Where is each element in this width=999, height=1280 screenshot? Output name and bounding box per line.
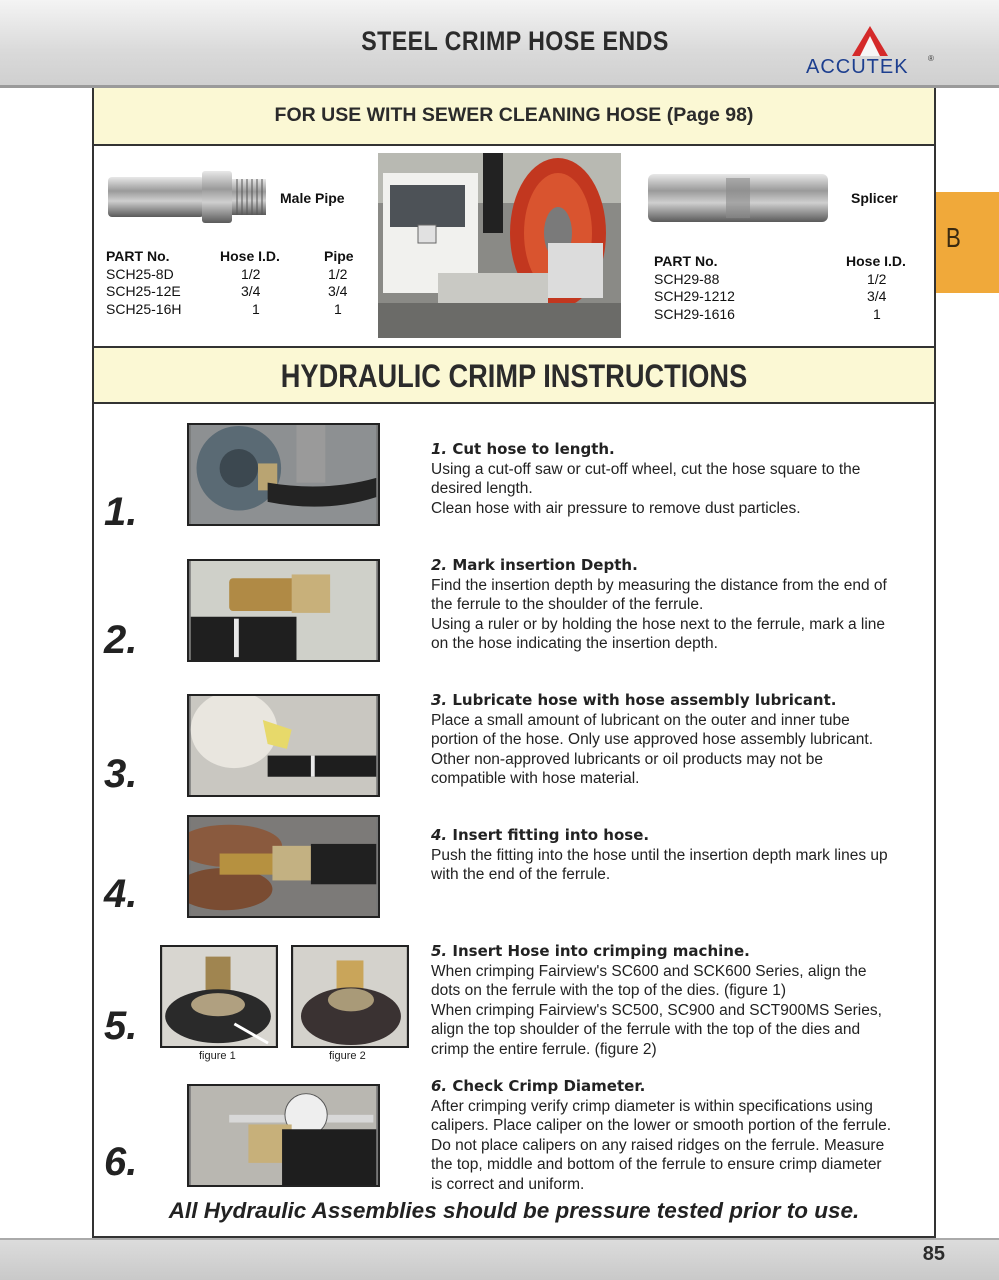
step-heading [431,556,931,576]
step-line: align the top shoulder of the ferrule with the top of the dies and [431,1021,861,1038]
step-line: portion of the hose. Only use approved hose assembly lubricant. [431,731,874,748]
table-row [654,271,914,289]
step-number: 1. [104,490,138,534]
step-4-text [431,826,931,885]
cell-hose: 1/2 [241,265,261,282]
step-line: Place a small amount of lubricant on the outer and inner tube [431,711,850,729]
cell-part: SCH29-88 [654,270,720,287]
step-3-text [431,691,931,789]
cell-part: SCH29-1212 [654,288,735,304]
cell-hose: 3/4 [867,288,887,304]
table-row [654,306,914,324]
step-1-text [431,440,931,518]
male-pipe-label: Male Pipe [280,190,345,206]
step-line: When crimping Fairview's SC600 and SCK600 Series, align the [431,962,867,980]
step2-photo [187,559,380,662]
step-heading-num: 2. [431,556,448,574]
step-heading-text: Insert Hose into crimping machine. [452,942,750,960]
step-line: is correct and uniform. [431,1175,585,1193]
step-line: on the hose indicating the insertion depth. [431,635,718,652]
section-tab[interactable] [936,192,999,293]
step-line: desired length. [431,480,533,497]
step-number: 5. [104,1004,138,1048]
step-line: calipers. Place caliper on the lower or smooth portion of the ferrule. [431,1117,892,1134]
step1-photo [187,423,380,526]
step-line: Using a ruler or by holding the hose next to the ferrule, mark a line [431,615,886,633]
figure-1-photo [160,945,278,1048]
step-6-text [431,1077,931,1194]
sewer-section-title: FOR USE WITH SEWER CLEANING HOSE (Page 98) [274,104,754,126]
step-2-text [431,556,931,654]
step-line: the ferrule to the shoulder of the ferrule. [431,596,704,613]
step4-photo [187,815,380,918]
section-tab-letter: B [945,222,961,253]
col-part-no: PART No. [106,248,170,264]
step-heading-num: 5. [431,942,448,960]
table-row [106,301,366,319]
instructions-header [94,346,934,404]
figure-2-photo [291,945,409,1048]
step-line: crimp the entire ferrule. (figure 2) [431,1040,657,1058]
table-row [106,266,366,284]
pressure-test-note: All Hydraulic Assemblies should be pressure tested prior to use. [168,1198,860,1223]
step-heading-text: Check Crimp Diameter. [452,1077,646,1095]
figure-2-caption: figure 2 [329,1050,366,1062]
step-heading [431,1077,931,1097]
cell-part: SCH25-16H [106,300,182,317]
table-header [654,253,914,271]
accutek-triangle-icon [852,26,888,56]
male-pipe-table [106,248,366,318]
cell-hose: 1 [252,300,260,317]
step-heading-text: Mark insertion Depth. [452,556,638,574]
splicer-table [654,253,914,323]
registered-mark: ® [928,54,934,63]
step-heading-text: Lubricate hose with hose assembly lubricant. [452,691,837,709]
cell-pipe: 3/4 [328,283,348,299]
splicer-label: Splicer [851,190,898,206]
sewer-section-header [94,88,934,146]
sewer-truck-photo [378,153,621,338]
brand-name: ACCUTEK [806,56,909,78]
step-line: compatible with hose material. [431,770,640,787]
instructions-title: HYDRAULIC CRIMP INSTRUCTIONS [280,358,748,394]
step3-photo [187,694,380,797]
table-header [106,248,366,266]
step-number: 6. [104,1140,138,1184]
step-heading [431,440,931,460]
table-row [654,288,914,306]
step6-photo [187,1084,380,1187]
col-hose-id: Hose I.D. [220,248,280,264]
step-line: Find the insertion depth by measuring the distance from the end of [431,576,887,594]
cell-part: SCH29-1616 [654,305,735,322]
cell-hose: 1 [873,305,881,322]
step-number: 3. [104,752,138,796]
col-hose-id: Hose I.D. [846,253,906,269]
step-line: Clean hose with air pressure to remove dust particles. [431,499,801,517]
step-heading-num: 1. [431,440,448,458]
table-row [106,283,366,301]
step-line: dots on the ferrule with the top of the dies. (figure 1) [431,982,786,999]
step-line: Push the fitting into the hose until the insertion depth mark lines up [431,846,888,864]
cell-hose: 1/2 [867,270,887,287]
step-heading-text: Cut hose to length. [452,440,615,458]
step-heading-num: 6. [431,1077,448,1095]
step-line: After crimping verify crimp diameter is within specifications using [431,1097,873,1115]
step-number: 4. [104,872,138,916]
male-pipe-fitting-image [106,165,268,227]
brand-logo [806,26,936,78]
step-line: Using a cut-off saw or cut-off wheel, cut the hose square to the [431,460,861,478]
splicer-fitting-image [646,170,830,226]
step-line: with the end of the ferrule. [431,866,611,883]
footer-band [0,1238,999,1280]
step-heading [431,826,931,846]
step-line: Other non-approved lubricants or oil products may not be [431,750,824,768]
cell-hose: 3/4 [241,283,261,299]
col-pipe: Pipe [324,248,354,264]
cell-part: SCH25-8D [106,265,174,282]
cell-pipe: 1 [334,300,342,317]
step-heading-text: Insert fitting into hose. [452,826,650,844]
step-heading-num: 3. [431,691,448,709]
page-title: STEEL CRIMP HOSE ENDS [361,26,669,56]
figure-1-caption: figure 1 [199,1050,236,1062]
step-5-text [431,942,931,1059]
step-heading [431,942,931,962]
cell-part: SCH25-12E [106,283,181,299]
step-line: Do not place calipers on any raised ridges on the ferrule. Measure [431,1136,885,1154]
step-heading [431,691,931,711]
step-heading-num: 4. [431,826,448,844]
col-part-no: PART No. [654,253,718,269]
step-line: the top, middle and bottom of the ferrule to ensure crimp diameter [431,1156,882,1173]
step-line: When crimping Fairview's SC500, SC900 and SCT900MS Series, [431,1001,882,1019]
page-number: 85 [922,1243,945,1265]
step-number: 2. [104,618,138,662]
cell-pipe: 1/2 [328,265,348,282]
